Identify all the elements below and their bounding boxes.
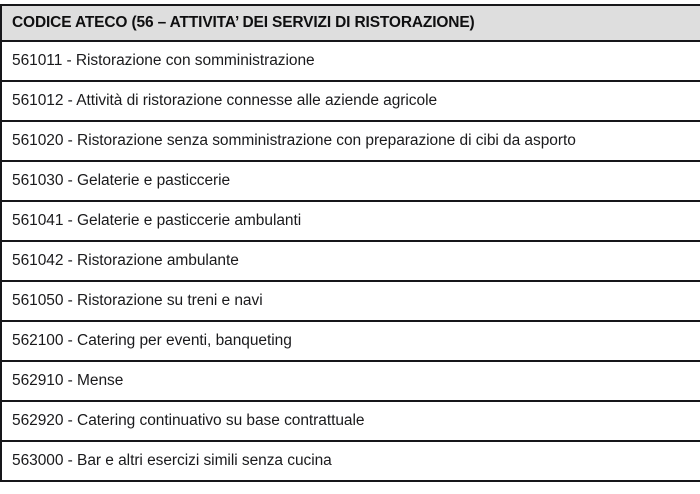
table-row [1, 281, 700, 321]
table-row [1, 41, 700, 81]
table-cell-ateco-code: 562100 - Catering per eventi, banqueting [1, 321, 700, 361]
table-body [1, 41, 700, 481]
ateco-codes-table [0, 4, 700, 482]
table-cell-ateco-code: 561050 - Ristorazione su treni e navi [1, 281, 700, 321]
column-header-codice-ateco: CODICE ATECO (56 – ATTIVITA’ DEI SERVIZI DI RISTORAZIONE) [1, 5, 700, 41]
table-row [1, 81, 700, 121]
table-row [1, 441, 700, 481]
table-row [1, 321, 700, 361]
table-header [1, 5, 700, 41]
table-row [1, 201, 700, 241]
table-cell-ateco-code: 561011 - Ristorazione con somministrazione [1, 41, 700, 81]
table-cell-ateco-code: 561020 - Ristorazione senza somministrazione con preparazione di cibi da asporto [1, 121, 700, 161]
table-header-row [1, 5, 700, 41]
table-row [1, 361, 700, 401]
table-cell-ateco-code: 562920 - Catering continuativo su base contrattuale [1, 401, 700, 441]
table-cell-ateco-code: 561012 - Attività di ristorazione connesse alle aziende agricole [1, 81, 700, 121]
table-row [1, 401, 700, 441]
table-cell-ateco-code: 562910 - Mense [1, 361, 700, 401]
table-cell-ateco-code: 561030 - Gelaterie e pasticcerie [1, 161, 700, 201]
table-row [1, 121, 700, 161]
table-row [1, 161, 700, 201]
table-cell-ateco-code: 561041 - Gelaterie e pasticcerie ambulanti [1, 201, 700, 241]
table-row [1, 241, 700, 281]
table-cell-ateco-code: 561042 - Ristorazione ambulante [1, 241, 700, 281]
table-cell-ateco-code: 563000 - Bar e altri esercizi simili senza cucina [1, 441, 700, 481]
